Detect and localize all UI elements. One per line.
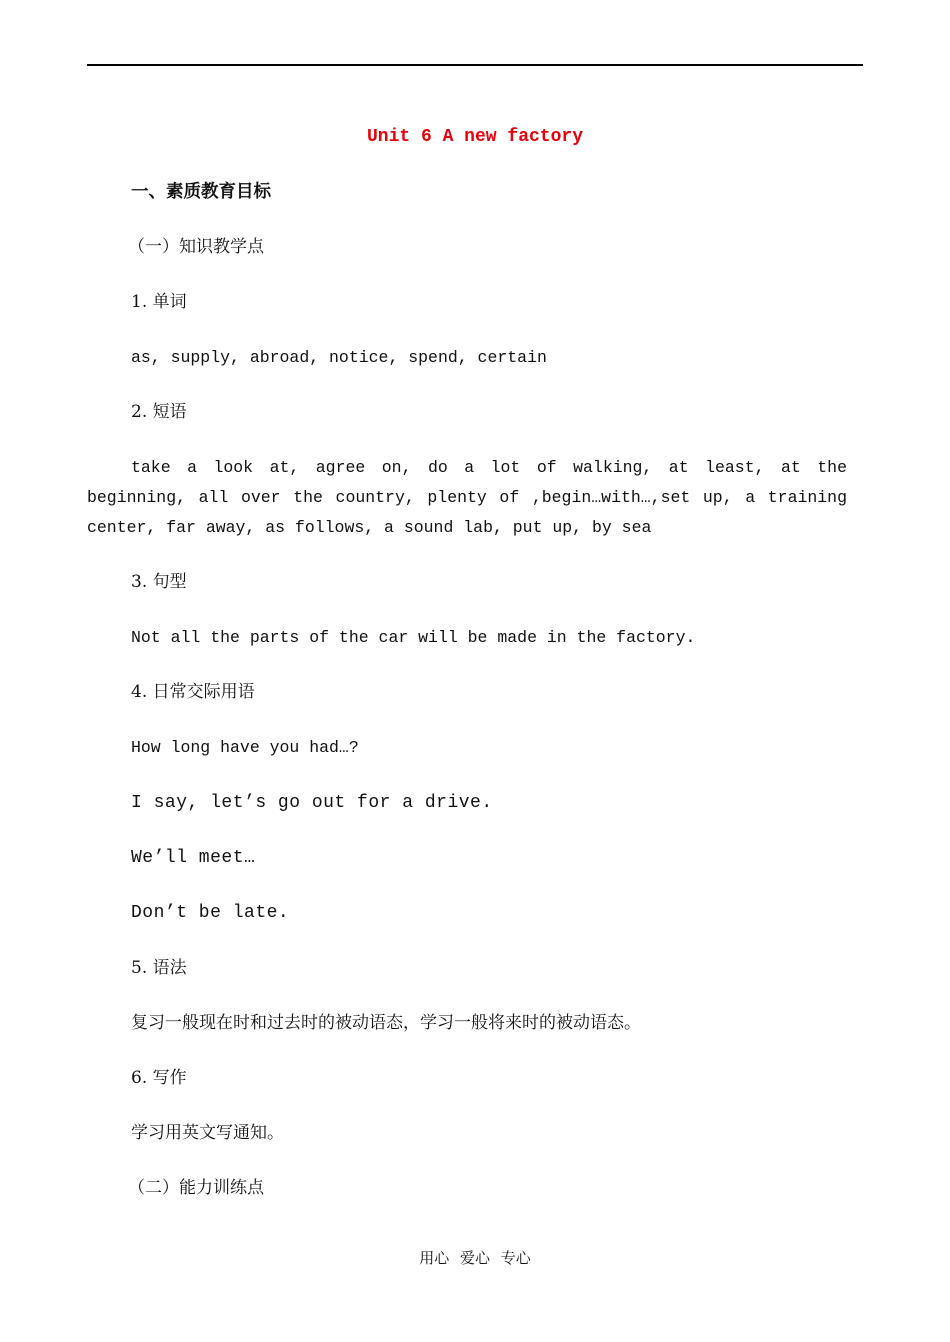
sentence-pattern: Not all the parts of the car will be made in the factory. [131, 628, 696, 647]
item-heading-sentence-patterns: 3. 句型 [131, 572, 187, 592]
expression-lets-go: I say, let’s go out for a drive. [131, 793, 493, 813]
item-heading-daily-expressions: 4. 日常交际用语 [131, 682, 255, 702]
expression-well-meet: We’ll meet… [131, 848, 256, 868]
expression-how-long: How long have you had…? [131, 738, 359, 757]
writing-text: 学习用英文写通知。 [131, 1123, 284, 1143]
item-heading-writing: 6. 写作 [131, 1068, 187, 1088]
subsection-ability-points: （二）能力训练点 [128, 1178, 264, 1198]
subsection-knowledge-points: （一）知识教学点 [128, 237, 264, 257]
item-heading-words: 1. 单词 [131, 292, 187, 312]
item-heading-grammar: 5. 语法 [131, 958, 187, 978]
expression-dont-be-late: Don’t be late. [131, 903, 290, 923]
header-rule [87, 64, 863, 66]
section-heading-quality-goals: 一、素质教育目标 [131, 182, 271, 202]
page-footer: 用心 爱心 专心 [419, 1249, 531, 1267]
item-heading-phrases: 2. 短语 [131, 402, 187, 422]
document-title: Unit 6 A new factory [366, 127, 584, 147]
grammar-text: 复习一般现在时和过去时的被动语态，学习一般将来时的被动语态。 [131, 1013, 641, 1033]
phrase-list: take a look at, agree on, do a lot of walking, at least, at the beginning, all over the country, plenty of ,begin…with…,set up, a training center, far away, as follows, a sound lab, put up, by sea [87, 458, 847, 537]
vocabulary-list: as, supply, abroad, notice, spend, certain [131, 348, 547, 367]
